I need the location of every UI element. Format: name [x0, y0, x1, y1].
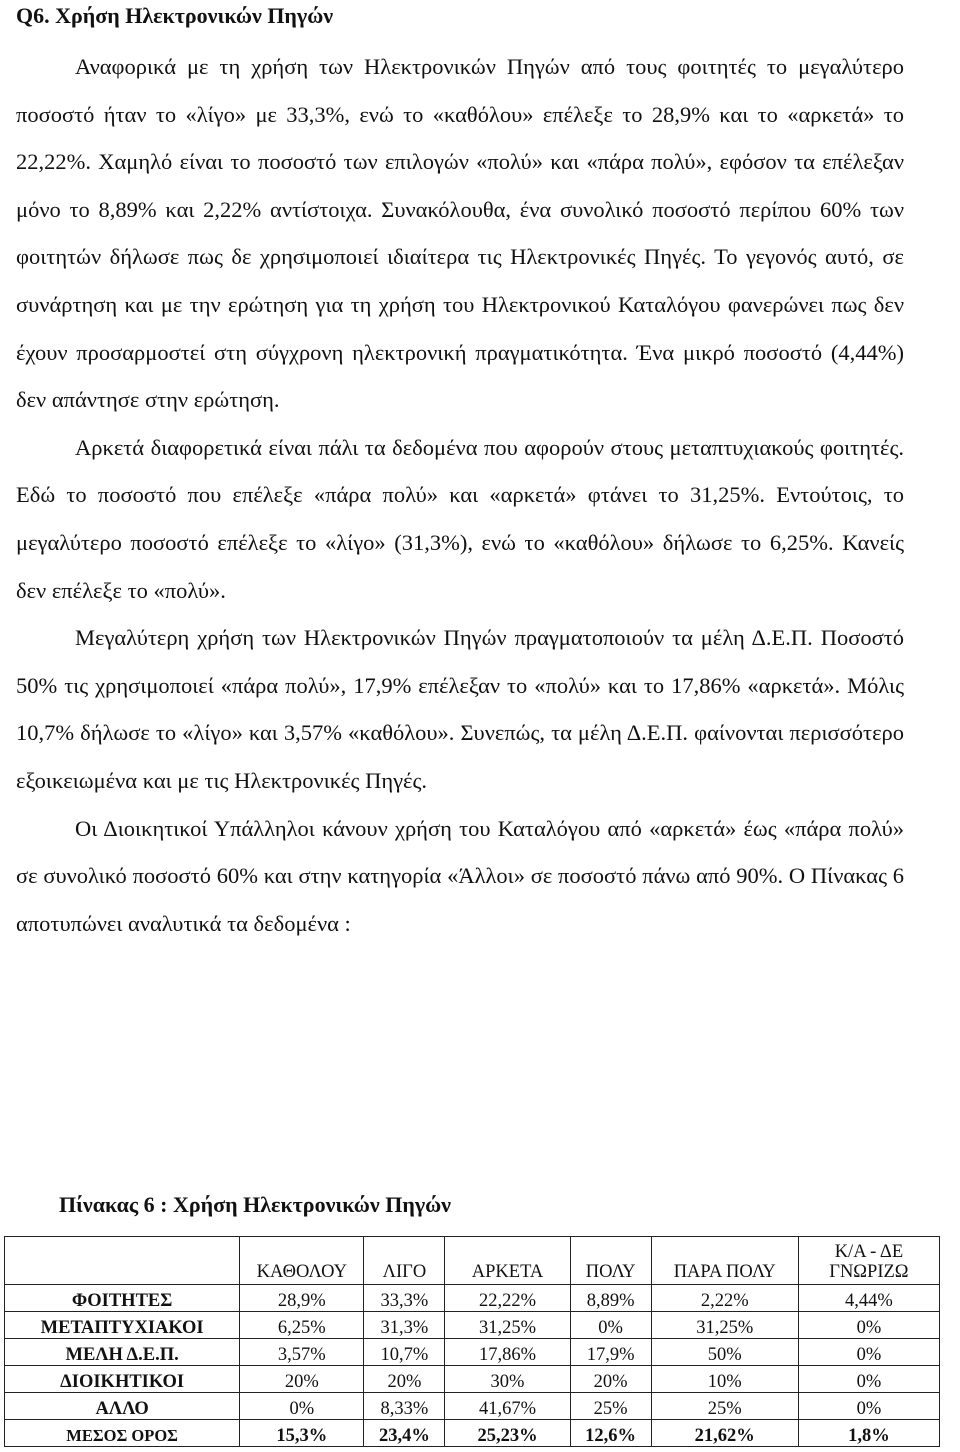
table-cell: 25% [570, 1393, 651, 1420]
table-cell: 10,7% [364, 1339, 445, 1366]
row-label: ΜΕΣΟΣ ΟΡΟΣ [5, 1420, 240, 1447]
table-corner-cell [5, 1237, 240, 1285]
column-header-none: ΚΑΘΟΛΟΥ [240, 1237, 364, 1285]
paragraph-postgraduates: Αρκετά διαφορετικά είναι πάλι τα δεδομένα που αφορούν στους μεταπτυχιακούς φοιτητές. Εδώ το ποσοστό που επέλεξε «πάρα πολύ» και «αρκετά» φτάνει το 31,25%. Εντούτοις, το μεγαλύτερο ποσοστό επέλεξε το «λίγο» (31,3%), ενώ το «καθόλου» δήλωσε το 6,25%. Κανείς δεν επέλεξε το «πολύ». [16, 434, 904, 603]
table-cell: 0% [798, 1366, 939, 1393]
paragraph-administrative: Οι Διοικητικοί Υπάλληλοι κάνουν χρήση του Καταλόγου από «αρκετά» έως «πάρα πολύ» σε συνολικό ποσοστό 60% και στην κατηγορία «Άλλοι» σε ποσοστό πάνω από 90%. Ο Πίνακας 6 αποτυπώνει αναλυτικά τα δεδομένα : [16, 815, 904, 936]
table-cell: 15,3% [240, 1420, 364, 1447]
table-caption: Πίνακας 6 : Χρήση Ηλεκτρονικών Πηγών [59, 1192, 452, 1217]
table-cell: 10% [651, 1366, 798, 1393]
paragraph-students: Αναφορικά με τη χρήση των Ηλεκτρονικών Πηγών από τους φοιτητές το μεγαλύτερο ποσοστό ήταν το «λίγο» με 33,3%, ενώ το «καθόλου» επέλεξε το 28,9% και το «αρκετά» το 22,22%. Χαμηλό είναι το ποσοστό των επιλογών «πολύ» και «πάρα πολύ», εφόσον τα επέλεξαν μόνο το 8,89% και 2,22% αντίστοιχα. Συνακόλουθα, ένα συνολικό ποσοστό περίπου 60% των φοιτητών δήλωσε πως δε χρησιμοποιεί ιδιαίτερα τις Ηλεκτρονικές Πηγές. Το γεγονός αυτό, σε συνάρτηση και με την ερώτηση για τη χρήση του Ηλεκτρονικού Καταλόγου φανερώνει πως δεν έχουν προσαρμοστεί στη σύγχρονη ηλεκτρονική πραγματικότητα. Ένα μικρό ποσοστό (4,44%) δεν απάντησε στην ερώτηση. [16, 54, 904, 413]
table-cell: 8,33% [364, 1393, 445, 1420]
column-header-no-answer: Κ/Α - ΔΕ ΓΝΩΡΙΖΩ [798, 1237, 939, 1285]
table-cell: 4,44% [798, 1285, 939, 1312]
row-label: ΜΕΛΗ Δ.Ε.Π. [5, 1339, 240, 1366]
section-heading: Q6. Χρήση Ηλεκτρονικών Πηγών [16, 3, 334, 28]
table-cell: 0% [798, 1312, 939, 1339]
table-cell: 20% [240, 1366, 364, 1393]
paragraph-faculty: Μεγαλύτερη χρήση των Ηλεκτρονικών Πηγών πραγματοποιούν τα μέλη Δ.Ε.Π. Ποσοστό 50% τις χρησιμοποιεί «πάρα πολύ», 17,9% επέλεξαν το «πολύ» και το 17,86% «αρκετά». Μόλις 10,7% δήλωσε το «λίγο» και 3,57% «καθόλου». Συνεπώς, τα μέλη Δ.Ε.Π. φαίνονται περισσότερο εξοικειωμένα και με τις Ηλεκτρονικές Πηγές. [16, 625, 904, 793]
table-cell: 0% [570, 1312, 651, 1339]
table-cell: 50% [651, 1339, 798, 1366]
table-cell: 17,86% [445, 1339, 570, 1366]
column-header-enough: ΑΡΚΕΤΑ [445, 1237, 570, 1285]
table-cell: 12,6% [570, 1420, 651, 1447]
table-cell: 21,62% [651, 1420, 798, 1447]
table-cell: 33,3% [364, 1285, 445, 1312]
table-cell: 1,8% [798, 1420, 939, 1447]
table-row [5, 1393, 940, 1420]
table-cell: 20% [570, 1366, 651, 1393]
table-row [5, 1339, 940, 1366]
table-cell: 31,25% [445, 1312, 570, 1339]
table-header-row [5, 1237, 940, 1285]
table-cell: 3,57% [240, 1339, 364, 1366]
column-header-little: ΛΙΓΟ [364, 1237, 445, 1285]
row-label: ΑΛΛΟ [5, 1393, 240, 1420]
table-row [5, 1312, 940, 1339]
table-row [5, 1285, 940, 1312]
column-header-very-much: ΠΑΡΑ ΠΟΛΥ [651, 1237, 798, 1285]
table-cell: 31,3% [364, 1312, 445, 1339]
row-label: ΦΟΙΤΗΤΕΣ [5, 1285, 240, 1312]
row-label: ΜΕΤΑΠΤΥΧΙΑΚΟΙ [5, 1312, 240, 1339]
table-cell: 25,23% [445, 1420, 570, 1447]
document-page [16, 0, 904, 947]
table-cell: 20% [364, 1366, 445, 1393]
table-cell: 0% [798, 1339, 939, 1366]
table-cell: 31,25% [651, 1312, 798, 1339]
table-cell: 41,67% [445, 1393, 570, 1420]
table-cell: 30% [445, 1366, 570, 1393]
table-cell: 0% [798, 1393, 939, 1420]
table-row-mean [5, 1420, 940, 1447]
usage-table [4, 1236, 940, 1447]
column-header-much: ΠΟΛΥ [570, 1237, 651, 1285]
table-cell: 2,22% [651, 1285, 798, 1312]
table-cell: 25% [651, 1393, 798, 1420]
row-label: ΔΙΟΙΚΗΤΙΚΟΙ [5, 1366, 240, 1393]
table-cell: 23,4% [364, 1420, 445, 1447]
table-cell: 22,22% [445, 1285, 570, 1312]
table-cell: 17,9% [570, 1339, 651, 1366]
table-cell: 6,25% [240, 1312, 364, 1339]
table-cell: 8,89% [570, 1285, 651, 1312]
table-row [5, 1366, 940, 1393]
table-cell: 28,9% [240, 1285, 364, 1312]
table-cell: 0% [240, 1393, 364, 1420]
